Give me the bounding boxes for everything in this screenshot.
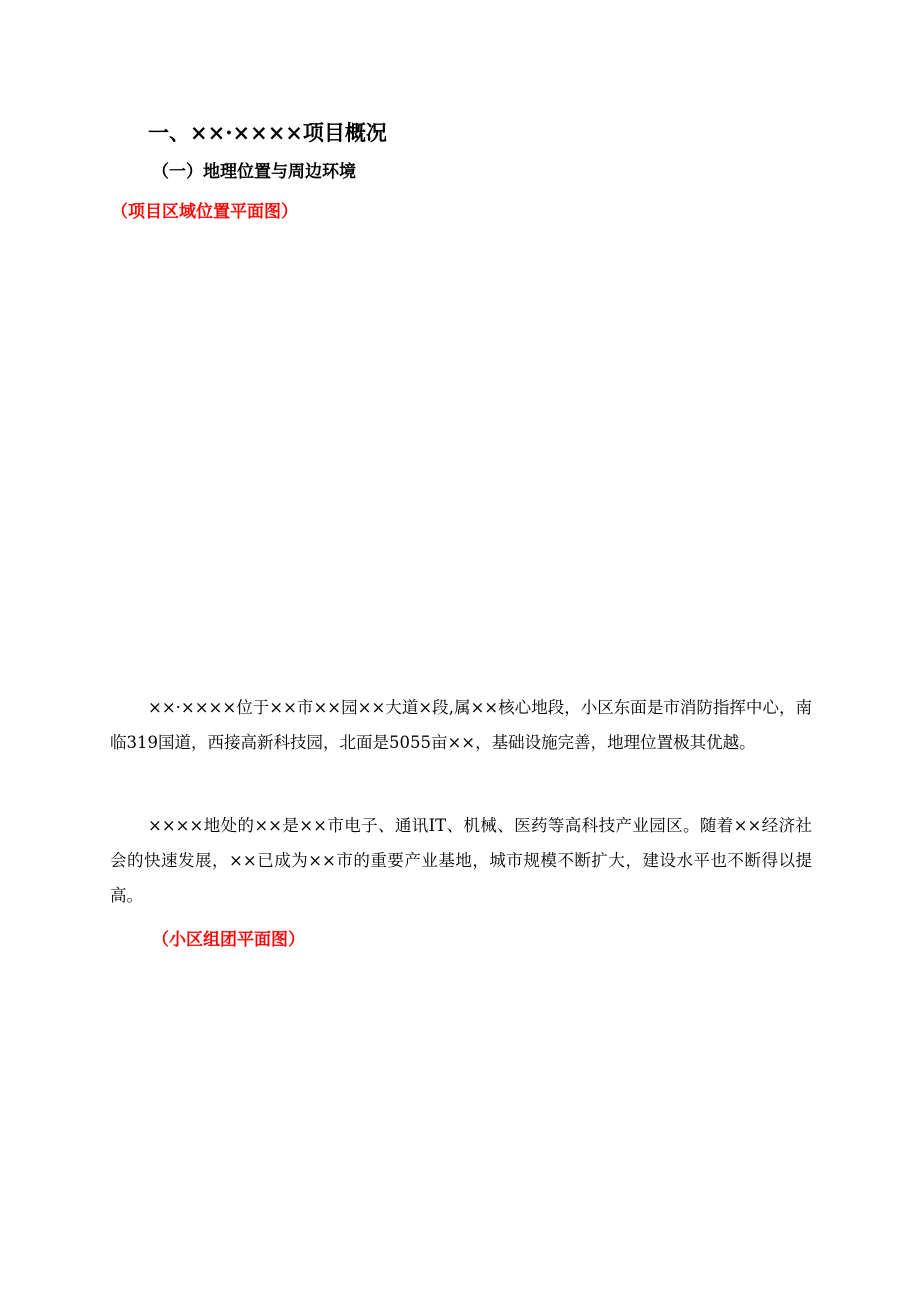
section-subtitle: （一）地理位置与周边环境	[152, 162, 356, 182]
paragraph-development: ××××地处的××是××市电子、通讯IT、机械、医药等高科技产业园区。随着××经济社会的快速发展，××已成为××市的重要产业基地，城市规模不断扩大，建设水平也不断得以提高。	[110, 816, 812, 905]
section-title: 一、××·××××项目概况	[148, 120, 387, 145]
site-plan-caption: （小区组团平面图）	[152, 930, 305, 950]
area-map-figure-placeholder	[110, 232, 812, 672]
site-plan-figure-placeholder	[110, 962, 812, 1262]
paragraph-location: ××·××××位于××市××园××大道×段,属××核心地段，小区东面是市消防指挥中心，南临319国道，西接高新科技园，北面是5055亩××，基础设施完善，地理位置极其优越。	[110, 698, 812, 752]
area-map-caption: （项目区域位置平面图）	[111, 202, 298, 222]
